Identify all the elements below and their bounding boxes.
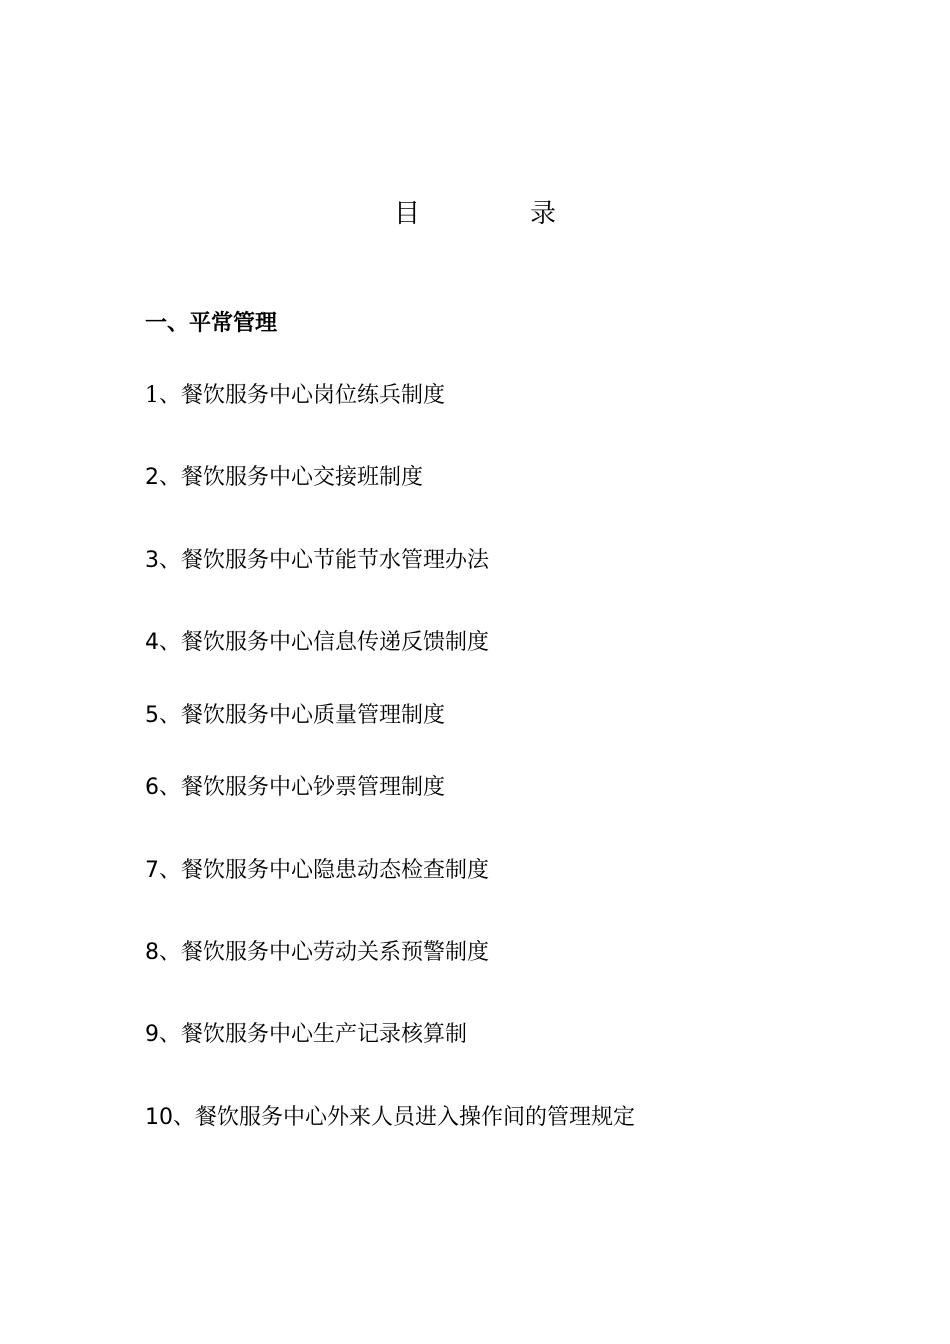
section-heading: 一、平常管理	[145, 311, 278, 336]
toc-item-7: 7、餐饮服务中心隐患动态检查制度	[145, 858, 489, 883]
toc-item-8: 8、餐饮服务中心劳动关系预警制度	[145, 940, 489, 965]
toc-item-5: 5、餐饮服务中心质量管理制度	[145, 703, 445, 728]
toc-title: 目 录	[393, 199, 598, 229]
toc-item-3: 3、餐饮服务中心节能节水管理办法	[145, 548, 489, 573]
toc-item-4: 4、餐饮服务中心信息传递反馈制度	[145, 630, 489, 655]
toc-item-9: 9、餐饮服务中心生产记录核算制	[145, 1022, 467, 1047]
toc-item-6: 6、餐饮服务中心钞票管理制度	[145, 775, 445, 800]
toc-item-1: 1、餐饮服务中心岗位练兵制度	[145, 383, 445, 408]
toc-item-10: 10、餐饮服务中心外来人员进入操作间的管理规定	[145, 1105, 635, 1130]
toc-item-2: 2、餐饮服务中心交接班制度	[145, 465, 423, 490]
